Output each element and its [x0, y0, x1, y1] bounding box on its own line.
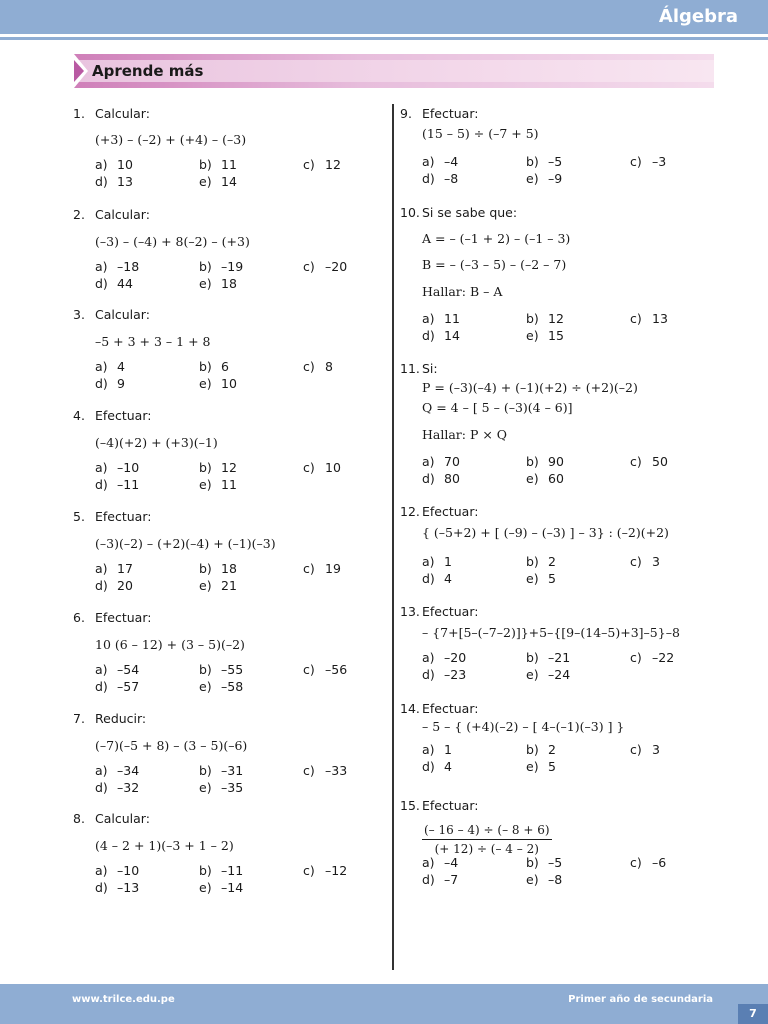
problem-instruction: Efectuar:	[95, 509, 152, 524]
answer-option	[199, 863, 243, 879]
option-letter: e)	[526, 759, 539, 774]
problem-expression: P = (–3)(–4) + (–1)(+2) ÷ (+2)(–2)	[422, 380, 638, 395]
problem-instruction: Efectuar:	[422, 504, 479, 519]
option-value: 13	[652, 311, 668, 326]
option-value: 19	[325, 561, 341, 576]
option-letter: d)	[95, 679, 108, 694]
option-letter: c)	[630, 311, 642, 326]
header-bar	[0, 0, 768, 34]
option-value: 4	[117, 359, 125, 374]
option-letter: b)	[199, 763, 212, 778]
problem-instruction: Reducir:	[95, 711, 147, 726]
answer-option	[95, 376, 125, 392]
answer-option	[95, 662, 139, 678]
option-value: –11	[117, 477, 140, 492]
problem-instruction: Calcular:	[95, 207, 150, 222]
answer-option	[199, 780, 243, 796]
option-value: 4	[444, 571, 452, 586]
option-letter: b)	[199, 259, 212, 274]
option-value: 70	[444, 454, 460, 469]
option-value: –57	[117, 679, 140, 694]
problem-instruction: Si:	[422, 361, 438, 376]
option-letter: d)	[95, 477, 108, 492]
answer-option	[526, 650, 570, 666]
section-banner	[74, 54, 714, 88]
answer-option	[95, 477, 139, 493]
option-letter: c)	[303, 662, 315, 677]
option-letter: b)	[199, 460, 212, 475]
option-value: –9	[548, 171, 563, 186]
option-value: 6	[221, 359, 229, 374]
problem-instruction: Efectuar:	[422, 604, 479, 619]
answer-option	[630, 454, 668, 470]
option-value: 10	[325, 460, 341, 475]
problem-instruction: Calcular:	[95, 307, 150, 322]
answer-option	[199, 477, 237, 493]
answer-option	[422, 554, 452, 570]
answer-option	[526, 872, 562, 888]
answer-option	[526, 154, 562, 170]
problem-instruction: Efectuar:	[95, 408, 152, 423]
answer-option	[199, 578, 237, 594]
option-value: 18	[221, 561, 237, 576]
option-letter: e)	[199, 174, 212, 189]
option-letter: c)	[303, 460, 315, 475]
option-value: –22	[652, 650, 675, 665]
option-letter: e)	[526, 328, 539, 343]
problem-expression: (–7)(–5 + 8) – (3 – 5)(–6)	[95, 738, 248, 753]
option-value: –58	[221, 679, 244, 694]
option-letter: c)	[303, 561, 315, 576]
answer-option	[422, 650, 466, 666]
problem-fraction	[422, 822, 552, 857]
problem-instruction: Si se sabe que:	[422, 205, 518, 220]
option-letter: d)	[422, 171, 435, 186]
problem-number: 13.	[400, 604, 420, 619]
option-value: 13	[117, 174, 133, 189]
option-value: –31	[221, 763, 244, 778]
option-letter: a)	[95, 662, 108, 677]
option-value: 90	[548, 454, 564, 469]
option-value: –5	[548, 154, 563, 169]
answer-option	[199, 460, 237, 476]
option-value: –13	[117, 880, 140, 895]
problem-number: 11.	[400, 361, 420, 376]
answer-option	[199, 880, 243, 896]
answer-option	[199, 662, 243, 678]
answer-option	[422, 471, 460, 487]
answer-option	[199, 376, 237, 392]
option-letter: b)	[199, 359, 212, 374]
answer-option	[422, 171, 458, 187]
option-letter: b)	[199, 662, 212, 677]
option-letter: a)	[95, 259, 108, 274]
option-letter: e)	[199, 578, 212, 593]
option-value: 9	[117, 376, 125, 391]
option-letter: e)	[199, 376, 212, 391]
option-letter: c)	[630, 742, 642, 757]
column-divider	[392, 104, 394, 970]
problem-expression: –5 + 3 + 3 – 1 + 8	[95, 334, 211, 349]
option-letter: b)	[526, 554, 539, 569]
answer-option	[95, 780, 139, 796]
header-rule	[0, 37, 768, 40]
option-letter: a)	[95, 460, 108, 475]
option-value: –34	[117, 763, 140, 778]
answer-option	[303, 460, 341, 476]
option-letter: d)	[95, 276, 108, 291]
page-number: 7	[738, 1004, 768, 1024]
answer-option	[95, 578, 133, 594]
option-value: 8	[325, 359, 333, 374]
answer-option	[199, 174, 237, 190]
problem-expression: – 5 – { (+4)(–2) – [ 4–(–1)(–3) ] }	[422, 719, 625, 734]
option-value: –4	[444, 154, 459, 169]
option-letter: d)	[422, 328, 435, 343]
answer-option	[303, 359, 333, 375]
problem-number: 15.	[400, 798, 420, 813]
problem-number: 12.	[400, 504, 420, 519]
option-letter: a)	[422, 454, 435, 469]
option-letter: d)	[95, 880, 108, 895]
option-letter: c)	[303, 359, 315, 374]
option-value: –32	[117, 780, 140, 795]
option-letter: a)	[422, 855, 435, 870]
option-letter: d)	[95, 174, 108, 189]
option-value: 12	[548, 311, 564, 326]
option-letter: b)	[199, 157, 212, 172]
option-letter: a)	[95, 763, 108, 778]
answer-option	[526, 328, 564, 344]
problem-instruction: Efectuar:	[422, 106, 479, 121]
option-value: –56	[325, 662, 348, 677]
option-value: 14	[444, 328, 460, 343]
option-letter: d)	[422, 759, 435, 774]
section-title: Aprende más	[92, 62, 204, 80]
option-value: 10	[221, 376, 237, 391]
problem-expression: (+3) – (–2) + (+4) – (–3)	[95, 132, 247, 147]
answer-option	[630, 742, 660, 758]
option-letter: b)	[526, 154, 539, 169]
problem-number: 8.	[73, 811, 85, 826]
option-letter: e)	[526, 571, 539, 586]
answer-option	[526, 742, 556, 758]
banner-arrow-icon	[74, 60, 84, 82]
option-letter: e)	[199, 780, 212, 795]
option-letter: a)	[422, 554, 435, 569]
answer-option	[95, 460, 139, 476]
fraction-numerator: (– 16 – 4) ÷ (– 8 + 6)	[422, 822, 552, 840]
option-letter: d)	[422, 667, 435, 682]
option-letter: c)	[303, 157, 315, 172]
answer-option	[526, 667, 570, 683]
answer-option	[95, 880, 139, 896]
problem-number: 3.	[73, 307, 85, 322]
answer-option	[422, 759, 452, 775]
option-value: 50	[652, 454, 668, 469]
option-letter: d)	[422, 872, 435, 887]
option-value: 20	[117, 578, 133, 593]
problem-expression: Hallar: B – A	[422, 284, 503, 299]
answer-option	[303, 662, 347, 678]
option-value: –54	[117, 662, 140, 677]
answer-option	[630, 650, 674, 666]
answer-option	[199, 679, 243, 695]
problem-number: 1.	[73, 106, 85, 121]
answer-option	[199, 763, 243, 779]
header-title: Álgebra	[658, 6, 738, 27]
problem-expression: (–3)(–2) – (+2)(–4) + (–1)(–3)	[95, 536, 276, 551]
answer-option	[422, 311, 460, 327]
option-letter: c)	[303, 259, 315, 274]
option-letter: d)	[95, 376, 108, 391]
answer-option	[95, 259, 139, 275]
answer-option	[303, 259, 347, 275]
option-letter: c)	[630, 154, 642, 169]
option-value: –35	[221, 780, 244, 795]
option-value: 10	[117, 157, 133, 172]
option-value: –6	[652, 855, 667, 870]
option-letter: c)	[630, 855, 642, 870]
problem-number: 5.	[73, 509, 85, 524]
option-letter: b)	[199, 863, 212, 878]
problem-instruction: Calcular:	[95, 106, 150, 121]
problem-expression: (–4)(+2) + (+3)(–1)	[95, 435, 218, 450]
option-value: –8	[548, 872, 563, 887]
option-letter: d)	[95, 578, 108, 593]
answer-option	[95, 276, 133, 292]
problem-instruction: Calcular:	[95, 811, 150, 826]
option-letter: a)	[422, 154, 435, 169]
option-value: 15	[548, 328, 564, 343]
option-letter: c)	[303, 863, 315, 878]
option-value: 4	[444, 759, 452, 774]
problem-expression: Q = 4 – [ 5 – (–3)(4 – 6)]	[422, 400, 573, 415]
option-value: –23	[444, 667, 467, 682]
option-letter: a)	[95, 157, 108, 172]
option-value: –11	[221, 863, 244, 878]
problem-expression: (15 – 5) ÷ (–7 + 5)	[422, 126, 539, 141]
answer-option	[526, 471, 564, 487]
option-letter: c)	[630, 554, 642, 569]
option-letter: e)	[199, 276, 212, 291]
option-letter: e)	[199, 477, 212, 492]
option-value: 17	[117, 561, 133, 576]
answer-option	[199, 259, 243, 275]
problem-expression: Hallar: P × Q	[422, 427, 508, 442]
option-value: 12	[221, 460, 237, 475]
option-letter: c)	[303, 763, 315, 778]
option-value: 21	[221, 578, 237, 593]
option-letter: e)	[526, 171, 539, 186]
answer-option	[95, 679, 139, 695]
option-value: –55	[221, 662, 244, 677]
answer-option	[526, 171, 562, 187]
answer-option	[422, 855, 458, 871]
option-value: –10	[117, 863, 140, 878]
option-value: –21	[548, 650, 571, 665]
answer-option	[422, 571, 452, 587]
answer-option	[303, 863, 347, 879]
option-value: 1	[444, 742, 452, 757]
option-value: –8	[444, 171, 459, 186]
answer-option	[526, 311, 564, 327]
option-value: 11	[221, 157, 237, 172]
problem-number: 4.	[73, 408, 85, 423]
problem-expression: – {7+[5–(–7–2)]}+5–{[9–(14–5)+3]–5}–8	[422, 625, 680, 640]
footer-website: www.trilce.edu.pe	[72, 994, 175, 1005]
answer-option	[422, 328, 460, 344]
fraction-denominator: (+ 12) ÷ (– 4 – 2)	[434, 842, 539, 856]
problem-number: 6.	[73, 610, 85, 625]
option-letter: b)	[526, 742, 539, 757]
problem-number: 7.	[73, 711, 85, 726]
option-letter: b)	[199, 561, 212, 576]
option-value: –18	[117, 259, 140, 274]
option-letter: d)	[95, 780, 108, 795]
answer-option	[422, 872, 458, 888]
option-value: 5	[548, 759, 556, 774]
option-value: –4	[444, 855, 459, 870]
option-letter: d)	[422, 571, 435, 586]
answer-option	[303, 763, 347, 779]
option-value: 1	[444, 554, 452, 569]
problem-instruction: Efectuar:	[422, 701, 479, 716]
answer-option	[95, 763, 139, 779]
option-value: –7	[444, 872, 459, 887]
answer-option	[95, 561, 133, 577]
option-value: –19	[221, 259, 244, 274]
answer-option	[630, 154, 666, 170]
problem-expression: { (–5+2) + [ (–9) – (–3) ] – 3} : (–2)(+2)	[422, 525, 669, 540]
footer-grade: Primer año de secundaria	[568, 994, 713, 1005]
option-letter: e)	[526, 872, 539, 887]
option-letter: e)	[199, 679, 212, 694]
option-value: 2	[548, 554, 556, 569]
option-value: 60	[548, 471, 564, 486]
option-letter: a)	[422, 311, 435, 326]
option-letter: b)	[526, 311, 539, 326]
problem-expression: A = – (–1 + 2) – (–1 – 3)	[422, 231, 571, 246]
option-value: –10	[117, 460, 140, 475]
answer-option	[422, 742, 452, 758]
answer-option	[95, 863, 139, 879]
option-value: –20	[325, 259, 348, 274]
option-letter: b)	[526, 855, 539, 870]
answer-option	[630, 855, 666, 871]
option-value: 14	[221, 174, 237, 189]
option-letter: a)	[95, 863, 108, 878]
option-value: –12	[325, 863, 348, 878]
answer-option	[422, 454, 460, 470]
answer-option	[303, 157, 341, 173]
option-letter: a)	[95, 359, 108, 374]
option-value: 18	[221, 276, 237, 291]
option-letter: a)	[422, 742, 435, 757]
option-letter: c)	[630, 650, 642, 665]
option-letter: a)	[95, 561, 108, 576]
answer-option	[95, 174, 133, 190]
answer-option	[630, 554, 660, 570]
problem-number: 2.	[73, 207, 85, 222]
option-letter: e)	[199, 880, 212, 895]
answer-option	[526, 454, 564, 470]
answer-option	[526, 759, 556, 775]
option-value: –33	[325, 763, 348, 778]
answer-option	[630, 311, 668, 327]
option-letter: d)	[422, 471, 435, 486]
option-value: –14	[221, 880, 244, 895]
answer-option	[199, 359, 229, 375]
answer-option	[422, 154, 458, 170]
answer-option	[526, 554, 556, 570]
option-value: 3	[652, 554, 660, 569]
problem-expression: B = – (–3 – 5) – (–2 – 7)	[422, 257, 567, 272]
problem-number: 14.	[400, 701, 420, 716]
option-letter: e)	[526, 667, 539, 682]
answer-option	[95, 359, 125, 375]
option-value: 11	[221, 477, 237, 492]
answer-option	[95, 157, 133, 173]
option-value: 12	[325, 157, 341, 172]
problem-expression: (–3) – (–4) + 8(–2) – (+3)	[95, 234, 250, 249]
answer-option	[199, 276, 237, 292]
option-value: 3	[652, 742, 660, 757]
problem-number: 10.	[400, 205, 420, 220]
footer-bar	[0, 984, 768, 1024]
option-letter: b)	[526, 650, 539, 665]
option-letter: e)	[526, 471, 539, 486]
option-value: –5	[548, 855, 563, 870]
problem-expression: 10 (6 – 12) + (3 – 5)(–2)	[95, 637, 245, 652]
option-letter: a)	[422, 650, 435, 665]
answer-option	[526, 855, 562, 871]
option-value: 2	[548, 742, 556, 757]
answer-option	[303, 561, 341, 577]
option-value: 11	[444, 311, 460, 326]
answer-option	[199, 157, 237, 173]
option-value: –24	[548, 667, 571, 682]
option-letter: b)	[526, 454, 539, 469]
problem-expression: (4 – 2 + 1)(–3 + 1 – 2)	[95, 838, 234, 853]
problem-number: 9.	[400, 106, 412, 121]
option-letter: c)	[630, 454, 642, 469]
answer-option	[199, 561, 237, 577]
problem-instruction: Efectuar:	[422, 798, 479, 813]
answer-option	[526, 571, 556, 587]
option-value: 44	[117, 276, 133, 291]
option-value: 80	[444, 471, 460, 486]
option-value: –20	[444, 650, 467, 665]
option-value: –3	[652, 154, 667, 169]
option-value: 5	[548, 571, 556, 586]
problem-instruction: Efectuar:	[95, 610, 152, 625]
answer-option	[422, 667, 466, 683]
